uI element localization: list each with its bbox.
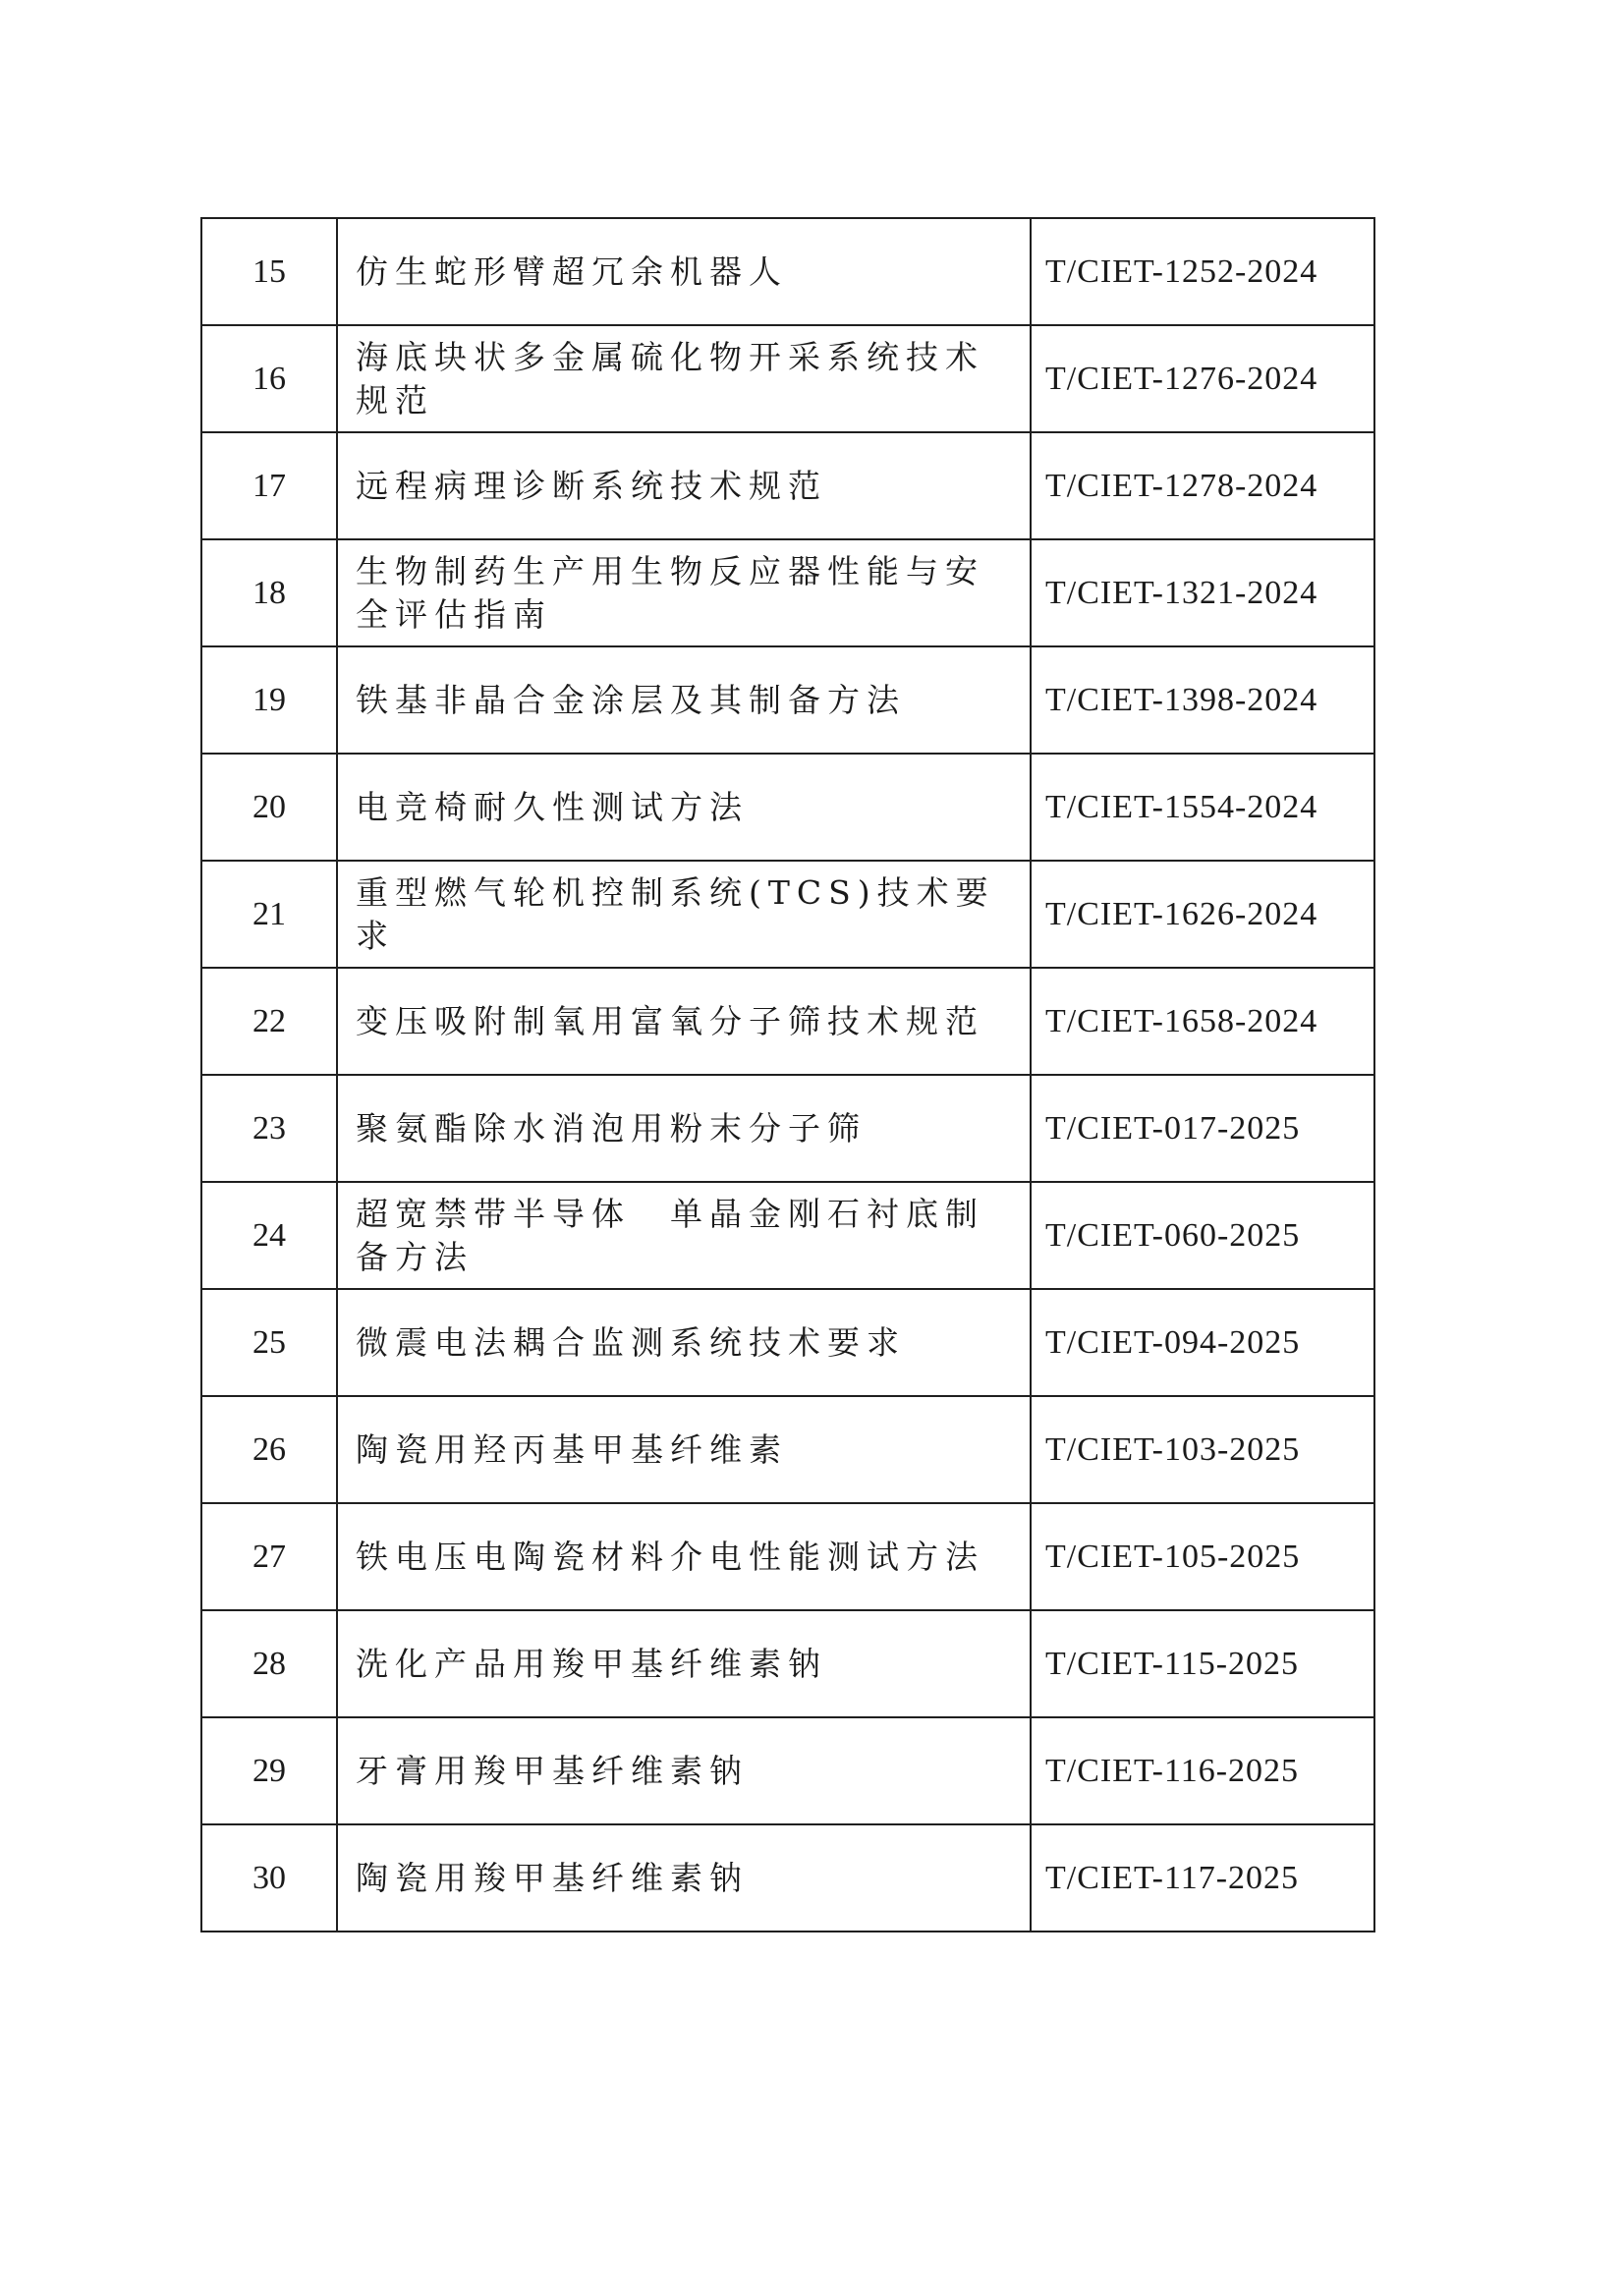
- standard-name: 超宽禁带半导体 单晶金刚石衬底制备方法: [337, 1182, 1031, 1289]
- standard-code: T/CIET-1278-2024: [1031, 432, 1374, 539]
- table-row: [201, 968, 1374, 1075]
- row-number: 19: [201, 646, 337, 754]
- table-row: [201, 1396, 1374, 1503]
- row-number: 23: [201, 1075, 337, 1182]
- table-row: [201, 325, 1374, 432]
- table-row: [201, 1182, 1374, 1289]
- standards-table-body: [201, 218, 1374, 1932]
- standard-name: 变压吸附制氧用富氧分子筛技术规范: [337, 968, 1031, 1075]
- standard-name: 电竞椅耐久性测试方法: [337, 754, 1031, 861]
- standard-name: 聚氨酯除水消泡用粉末分子筛: [337, 1075, 1031, 1182]
- table-row: [201, 218, 1374, 325]
- table-row: [201, 432, 1374, 539]
- table-row: [201, 1824, 1374, 1932]
- row-number: 28: [201, 1610, 337, 1717]
- table-row: [201, 539, 1374, 646]
- standard-name: 重型燃气轮机控制系统(TCS)技术要求: [337, 861, 1031, 968]
- standard-code: T/CIET-116-2025: [1031, 1717, 1374, 1824]
- standard-name: 生物制药生产用生物反应器性能与安全评估指南: [337, 539, 1031, 646]
- row-number: 26: [201, 1396, 337, 1503]
- table-row: [201, 754, 1374, 861]
- standard-code: T/CIET-117-2025: [1031, 1824, 1374, 1932]
- row-number: 15: [201, 218, 337, 325]
- row-number: 21: [201, 861, 337, 968]
- standard-name: 陶瓷用羧甲基纤维素钠: [337, 1824, 1031, 1932]
- standard-code: T/CIET-1398-2024: [1031, 646, 1374, 754]
- standard-code: T/CIET-1252-2024: [1031, 218, 1374, 325]
- standard-code: T/CIET-017-2025: [1031, 1075, 1374, 1182]
- standard-name: 铁电压电陶瓷材料介电性能测试方法: [337, 1503, 1031, 1610]
- standard-code: T/CIET-060-2025: [1031, 1182, 1374, 1289]
- standard-code: T/CIET-1554-2024: [1031, 754, 1374, 861]
- standard-name: 陶瓷用羟丙基甲基纤维素: [337, 1396, 1031, 1503]
- standard-code: T/CIET-1321-2024: [1031, 539, 1374, 646]
- row-number: 24: [201, 1182, 337, 1289]
- standards-table: [200, 217, 1375, 1932]
- row-number: 30: [201, 1824, 337, 1932]
- standard-code: T/CIET-105-2025: [1031, 1503, 1374, 1610]
- standard-name: 海底块状多金属硫化物开采系统技术规范: [337, 325, 1031, 432]
- row-number: 16: [201, 325, 337, 432]
- table-row: [201, 1717, 1374, 1824]
- standard-code: T/CIET-115-2025: [1031, 1610, 1374, 1717]
- standard-name: 洗化产品用羧甲基纤维素钠: [337, 1610, 1031, 1717]
- standard-name: 仿生蛇形臂超冗余机器人: [337, 218, 1031, 325]
- row-number: 20: [201, 754, 337, 861]
- standard-code: T/CIET-1276-2024: [1031, 325, 1374, 432]
- standard-name: 微震电法耦合监测系统技术要求: [337, 1289, 1031, 1396]
- table-row: [201, 646, 1374, 754]
- standard-code: T/CIET-094-2025: [1031, 1289, 1374, 1396]
- row-number: 17: [201, 432, 337, 539]
- table-row: [201, 1289, 1374, 1396]
- row-number: 27: [201, 1503, 337, 1610]
- standard-name: 铁基非晶合金涂层及其制备方法: [337, 646, 1031, 754]
- row-number: 29: [201, 1717, 337, 1824]
- standard-name: 牙膏用羧甲基纤维素钠: [337, 1717, 1031, 1824]
- table-row: [201, 1503, 1374, 1610]
- row-number: 25: [201, 1289, 337, 1396]
- standard-code: T/CIET-1626-2024: [1031, 861, 1374, 968]
- table-row: [201, 1610, 1374, 1717]
- standard-code: T/CIET-103-2025: [1031, 1396, 1374, 1503]
- standard-name: 远程病理诊断系统技术规范: [337, 432, 1031, 539]
- table-row: [201, 1075, 1374, 1182]
- row-number: 22: [201, 968, 337, 1075]
- row-number: 18: [201, 539, 337, 646]
- standard-code: T/CIET-1658-2024: [1031, 968, 1374, 1075]
- table-row: [201, 861, 1374, 968]
